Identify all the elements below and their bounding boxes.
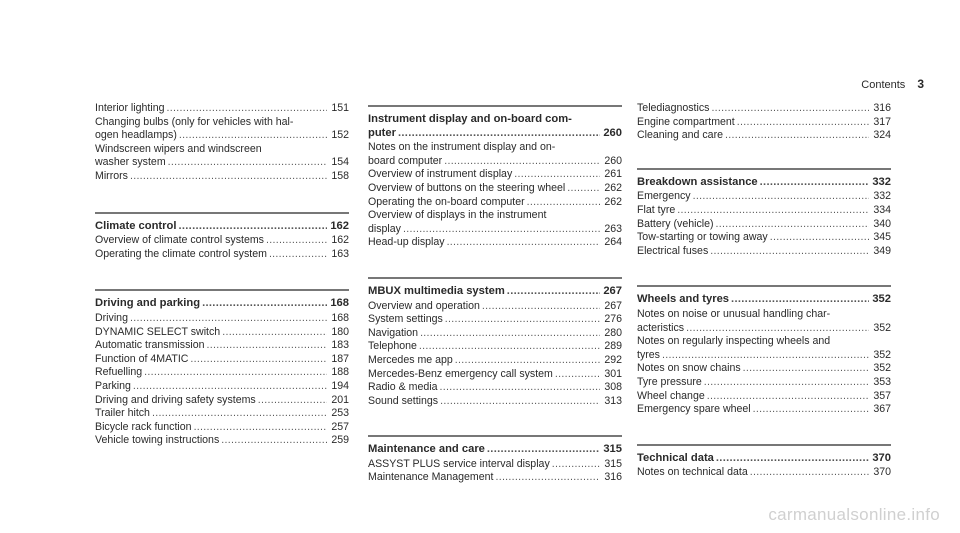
toc-entry[interactable]: Head-up display ..... 264 [368, 236, 622, 250]
toc-heading-technical[interactable]: Technical data ..... 370 [637, 452, 891, 466]
page-header [861, 77, 924, 91]
toc-entry[interactable]: Engine compartment ..... 317 [637, 116, 891, 130]
toc-column-1 [95, 102, 349, 448]
toc-entry[interactable]: DYNAMIC SELECT switch ..... 180 [95, 326, 349, 340]
toc-entry[interactable]: Overview of buttons on the steering wheel ..... 262 [368, 182, 622, 196]
toc-column-2 [368, 102, 622, 485]
toc-section-instrument-display [368, 105, 622, 250]
toc-entry[interactable]: Emergency ..... 332 [637, 190, 891, 204]
toc-entry[interactable]: Tyre pressure ..... 353 [637, 376, 891, 390]
toc-entry[interactable]: Maintenance Management ..... 316 [368, 471, 622, 485]
toc-entry[interactable]: Operating the climate control system ..... 163 [95, 248, 349, 262]
toc-heading-instrument-line1[interactable]: Instrument display and on-board com- [368, 113, 572, 125]
toc-section-interior [95, 102, 349, 184]
toc-entry[interactable]: Automatic transmission ..... 183 [95, 339, 349, 353]
toc-entry-line1[interactable]: Notes on noise or unusual handling char- [637, 307, 831, 320]
toc-heading-mbux[interactable]: MBUX multimedia system ..... 267 [368, 285, 622, 299]
toc-entry[interactable]: System settings ..... 276 [368, 313, 622, 327]
toc-entry[interactable]: display ..... 263 [368, 223, 622, 237]
header-title: Contents [861, 79, 906, 91]
toc-entry[interactable]: Parking ..... 194 [95, 380, 349, 394]
toc-entry[interactable]: Vehicle towing instructions ..... 259 [95, 434, 349, 448]
toc-section-driving-parking [95, 289, 349, 448]
toc-section-maintenance [368, 435, 622, 485]
toc-entry[interactable]: Flat tyre ..... 334 [637, 204, 891, 218]
toc-entry[interactable]: Cleaning and care ..... 324 [637, 129, 891, 143]
toc-entry[interactable]: Radio & media ..... 308 [368, 381, 622, 395]
toc-entry[interactable]: Overview and operation ..... 267 [368, 300, 622, 314]
toc-entry-bulbs-line1[interactable]: Changing bulbs (only for vehicles with hal- [95, 115, 294, 128]
toc-entry[interactable]: Overview of climate control systems ..... 162 [95, 234, 349, 248]
toc-entry-changing-bulbs[interactable]: ogen headlamps) ..... 152 [95, 129, 349, 143]
toc-entry[interactable]: Battery (vehicle) ..... 340 [637, 218, 891, 232]
toc-entry-wipers[interactable]: washer system ..... 154 [95, 156, 349, 170]
toc-section-climate-control [95, 212, 349, 262]
toc-entry[interactable]: Telediagnostics ..... 316 [637, 102, 891, 116]
toc-heading-instrument-display[interactable]: puter ..... 260 [368, 127, 622, 141]
toc-section-wheels [637, 285, 891, 416]
toc-entry[interactable]: Telephone ..... 289 [368, 340, 622, 354]
toc-entry-line1[interactable]: Notes on the instrument display and on- [368, 141, 556, 154]
toc-column-3 [637, 102, 891, 480]
toc-heading-wheels[interactable]: Wheels and tyres ..... 352 [637, 293, 891, 307]
toc-entry[interactable]: Bicycle rack function ..... 257 [95, 421, 349, 435]
toc-entry[interactable]: Refuelling ..... 188 [95, 366, 349, 380]
watermark: carmanualsonline.info [768, 505, 940, 524]
toc-entry[interactable]: Emergency spare wheel ..... 367 [637, 403, 891, 417]
toc-entry[interactable]: Navigation ..... 280 [368, 327, 622, 341]
toc-entry[interactable]: Tow-starting or towing away ..... 345 [637, 231, 891, 245]
toc-entry[interactable]: Trailer hitch ..... 253 [95, 407, 349, 421]
toc-heading-maintenance[interactable]: Maintenance and care ..... 315 [368, 443, 622, 457]
toc-entry[interactable]: Notes on snow chains ..... 352 [637, 362, 891, 376]
toc-entry-line1[interactable]: Overview of displays in the instrument [368, 209, 547, 222]
toc-heading-climate-control[interactable]: Climate control ..... 162 [95, 220, 349, 234]
toc-entry[interactable]: Driving and driving safety systems ..... 201 [95, 394, 349, 408]
toc-section-technical [637, 444, 891, 480]
toc-entry[interactable]: acteristics ..... 352 [637, 322, 891, 336]
toc-entry[interactable]: Electrical fuses ..... 349 [637, 245, 891, 259]
toc-entry[interactable]: tyres ..... 352 [637, 349, 891, 363]
toc-section-service [637, 102, 891, 143]
toc-entry[interactable]: Sound settings ..... 313 [368, 395, 622, 409]
toc-entry[interactable]: Overview of instrument display ..... 261 [368, 168, 622, 182]
toc-heading-driving-parking[interactable]: Driving and parking ..... 168 [95, 297, 349, 311]
toc-entry[interactable]: board computer ..... 260 [368, 155, 622, 169]
toc-entry[interactable]: Notes on technical data ..... 370 [637, 466, 891, 480]
toc-entry[interactable]: Wheel change ..... 357 [637, 390, 891, 404]
toc-entry[interactable]: ASSYST PLUS service interval display ..... 315 [368, 458, 622, 472]
toc-entry-line1[interactable]: Notes on regularly inspecting wheels and [637, 335, 831, 348]
toc-entry[interactable]: Function of 4MATIC ..... 187 [95, 353, 349, 367]
toc-entry[interactable]: Mercedes me app ..... 292 [368, 354, 622, 368]
toc-entry[interactable]: Mercedes-Benz emergency call system ..... 301 [368, 368, 622, 382]
toc-entry-interior-lighting[interactable]: Interior lighting ..... 151 [95, 102, 349, 116]
toc-entry-wipers-line1[interactable]: Windscreen wipers and windscreen [95, 142, 262, 155]
toc-section-breakdown [637, 168, 891, 259]
toc-entry[interactable]: Driving ..... 168 [95, 312, 349, 326]
toc-entry-mirrors[interactable]: Mirrors ..... 158 [95, 170, 349, 184]
toc-section-mbux [368, 277, 622, 408]
header-page-number: 3 [917, 77, 924, 91]
toc-entry[interactable]: Operating the on-board computer ..... 262 [368, 196, 622, 210]
toc-heading-breakdown[interactable]: Breakdown assistance ..... 332 [637, 176, 891, 190]
